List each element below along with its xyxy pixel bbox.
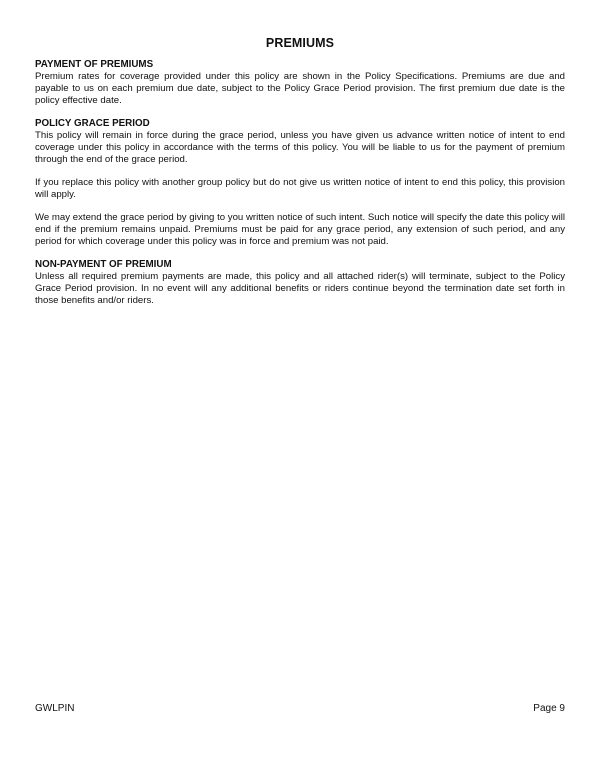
- section-payment-of-premiums: [35, 59, 565, 107]
- page-title: PREMIUMS: [265, 36, 335, 50]
- section-heading: PAYMENT OF PREMIUMS: [35, 59, 154, 70]
- paragraph: Premium rates for coverage provided under this policy are shown in the Policy Specifications. Premiums are due and payable to us on each premium due date, subject to the Policy Grace Period provision. The first premium due date is the policy effective date.: [35, 71, 565, 106]
- section-heading: NON-PAYMENT OF PREMIUM: [35, 259, 172, 270]
- section-heading: POLICY GRACE PERIOD: [35, 118, 150, 129]
- footer-form-code: GWLPIN: [35, 703, 75, 714]
- section-policy-grace-period: [35, 118, 565, 248]
- footer-page-number: Page 9: [533, 703, 565, 714]
- paragraph: If you replace this policy with another group policy but do not give us written notice of intent to end this policy, this provision will apply.: [35, 177, 565, 200]
- paragraph: Unless all required premium payments are made, this policy and all attached rider(s) will terminate, subject to the Policy Grace Period provision. In no event will any additional benefits or riders continue beyond the termination date set forth in those benefits and/or riders.: [35, 271, 565, 306]
- section-non-payment-of-premium: [35, 259, 565, 307]
- paragraph: This policy will remain in force during the grace period, unless you have given us advance written notice of intent to end coverage under this policy in accordance with the terms of this policy. You will be liable to us for the payment of premium through the end of the grace period.: [35, 130, 565, 165]
- paragraph: We may extend the grace period by giving to you written notice of such intent. Such notice will specify the date this policy will end if the premium remains unpaid. Premiums must be paid for any grace period, any extension of such period, and any period for which coverage under this policy was in force and premium was not paid.: [35, 212, 565, 247]
- document-body: [35, 59, 565, 318]
